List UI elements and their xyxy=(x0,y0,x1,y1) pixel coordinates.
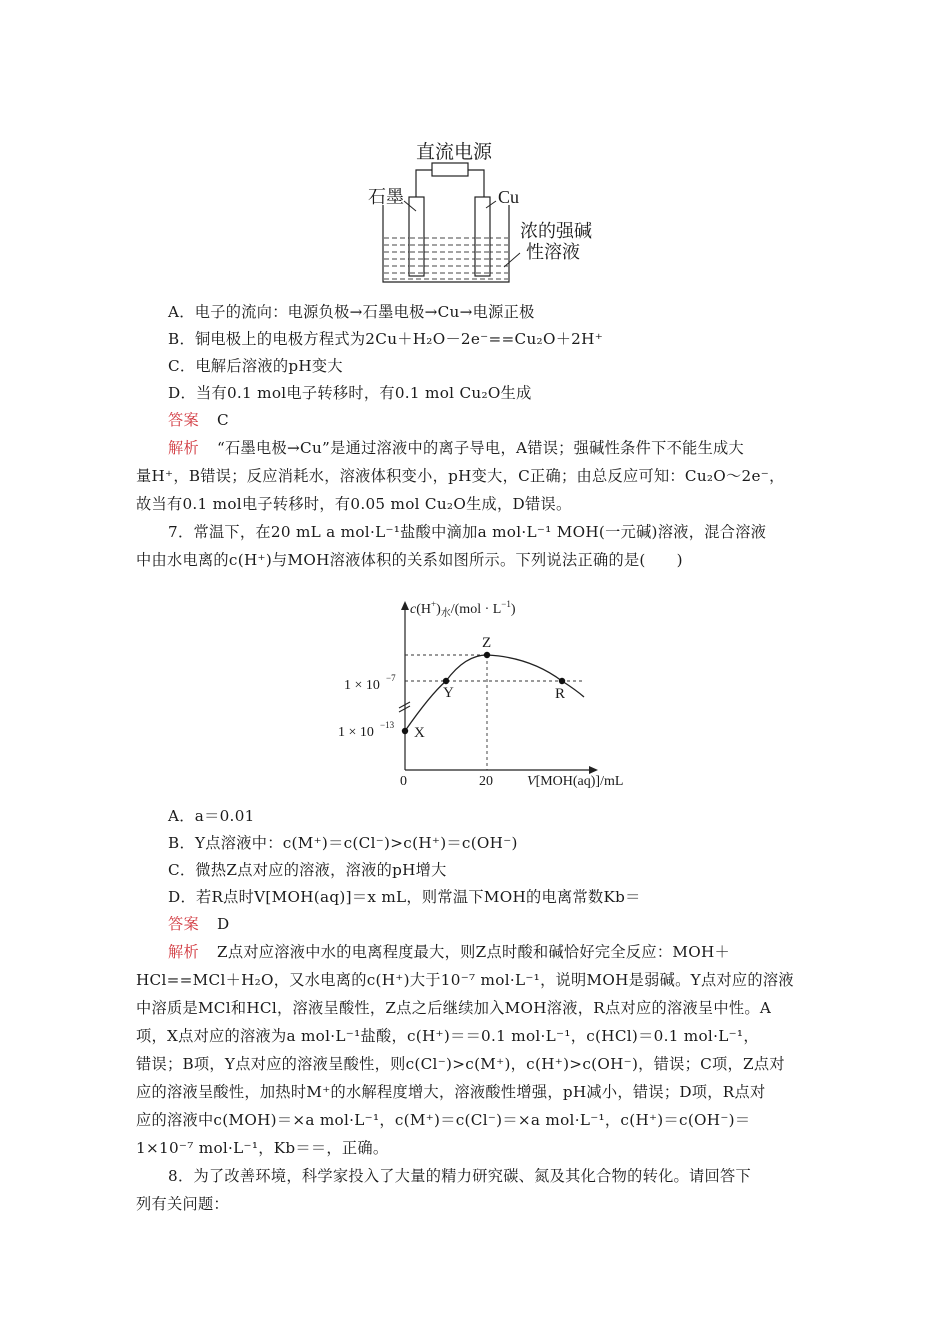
q7-answer xyxy=(168,914,848,934)
power-source-label: 直流电源 xyxy=(416,142,493,163)
svg-text:c(H+)水/(mol · L−1): $c(H^+)_水/(mol \cdot L^{-1})$ xyxy=(410,599,516,619)
point-x xyxy=(402,728,408,734)
point-z xyxy=(484,652,490,658)
answer-value: C xyxy=(216,411,229,429)
q6-analysis-line-1 xyxy=(168,438,848,458)
point-r xyxy=(559,678,565,684)
q8-stem-line-2: 列有关问题： xyxy=(136,1195,229,1213)
svg-text:X: X xyxy=(414,725,425,741)
q7-stem-line-1: 7．常温下，在20 mL a mol·L⁻¹盐酸中滴加a mol·L⁻¹ MOH(一元碱)溶液，混合溶液 xyxy=(168,523,767,541)
q6-option-b: B．铜电极上的电极方程式为2Cu＋H₂O－2e⁻==Cu₂O＋2H⁺ xyxy=(168,330,604,348)
analysis-text: Z点对应溶液中水的电离程度最大，则Z点时酸和碱恰好完全反应：MOH＋ xyxy=(216,943,730,961)
analysis-label: 解析 xyxy=(168,943,199,961)
answer-value: D xyxy=(216,915,230,933)
q7-analysis-line-2: HCl==MCl＋H₂O，又水电离的c(H⁺)大于10⁻⁷ mol·L⁻¹，说明MOH是弱碱。Y点对应的溶液 xyxy=(136,971,794,989)
q7-analysis-line-3: 中溶质是MCl和HCl，溶液呈酸性，Z点之后继续加入MOH溶液，R点对应的溶液呈中性。A xyxy=(136,999,772,1017)
q7-option-a: A．a＝0.01 xyxy=(168,807,255,825)
q7-stem-line-2: 中由水电离的c(H⁺)与MOH溶液体积的关系如图所示。下列说法正确的是( ) xyxy=(136,551,683,569)
point-y xyxy=(443,678,449,684)
copper-electrode-label: Cu xyxy=(498,187,520,207)
q7-analysis-line-5: 错误；B项，Y点对应的溶液呈酸性，则c(Cl⁻)>c(M⁺)，c(H⁺)>c(OH⁻)，错误；C项，Z点对 xyxy=(136,1055,785,1073)
graphite-electrode-label: 石墨 xyxy=(368,187,404,207)
svg-text:1 × 10: 1 × 10 xyxy=(344,678,380,693)
titration-chart xyxy=(330,585,660,800)
svg-text:Z: Z xyxy=(482,635,492,651)
q6-option-a: A．电子的流向：电源负极→石墨电极→Cu→电源正极 xyxy=(168,303,535,321)
svg-text:20: 20 xyxy=(479,774,493,789)
svg-text:R: R xyxy=(555,686,566,702)
q7-option-d: D．若R点时V[MOH(aq)]＝x mL，则常温下MOH的电离常数Kb＝ xyxy=(168,888,641,906)
q6-answer xyxy=(168,410,848,430)
q7-option-b: B．Y点溶液中：c(M⁺)＝c(Cl⁻)>c(H⁺)＝c(OH⁻) xyxy=(168,834,518,852)
q7-analysis-line-4: 项，X点对应的溶液为a mol·L⁻¹盐酸，c(H⁺)＝＝0.1 mol·L⁻¹，c(HCl)＝0.1 mol·L⁻¹， xyxy=(136,1027,759,1045)
answer-label: 答案 xyxy=(168,915,199,933)
answer-label: 答案 xyxy=(168,411,199,429)
q7-option-c: C．微热Z点对应的溶液，溶液的pH增大 xyxy=(168,861,447,879)
svg-text:V[MOH(aq)]/mL: V[MOH(aq)]/mL xyxy=(527,774,624,789)
analysis-label: 解析 xyxy=(168,439,199,457)
q7-analysis-line-7: 应的溶液中c(MOH)＝×a mol·L⁻¹，c(M⁺)＝c(Cl⁻)＝×a mol·L⁻¹，c(H⁺)＝c(OH⁻)＝ xyxy=(136,1111,751,1129)
svg-text:−13: −13 xyxy=(380,720,395,730)
q6-option-d: D．当有0.1 mol电子转移时，有0.1 mol Cu₂O生成 xyxy=(168,384,532,402)
svg-text:1 × 10: 1 × 10 xyxy=(338,725,374,740)
solution-label-1: 浓的强碱 xyxy=(520,221,592,241)
svg-text:Y: Y xyxy=(443,685,454,701)
q7-analysis-line-6: 应的溶液呈酸性，加热时M⁺的水解程度增大，溶液酸性增强，pH减小，错误；D项，R点对 xyxy=(136,1083,766,1101)
svg-text:−7: −7 xyxy=(386,673,396,683)
q6-option-c: C．电解后溶液的pH变大 xyxy=(168,357,343,375)
q7-analysis-line-8: 1×10⁻⁷ mol·L⁻¹，Kb＝＝，正确。 xyxy=(136,1139,389,1157)
q8-stem-line-1: 8．为了改善环境，科学家投入了大量的精力研究碳、氮及其化合物的转化。请回答下 xyxy=(168,1167,751,1185)
electrolysis-diagram xyxy=(360,125,630,295)
q7-analysis-line-1 xyxy=(168,942,848,962)
svg-text:0: 0 xyxy=(400,774,407,789)
analysis-text: “石墨电极→Cu”是通过溶液中的离子导电，A错误；强碱性条件下不能生成大 xyxy=(216,439,745,457)
q6-analysis-line-2: 量H⁺，B错误；反应消耗水，溶液体积变小，pH变大，C正确；由总反应可知：Cu₂O～2e⁻， xyxy=(136,467,785,485)
solution-label-2: 性溶液 xyxy=(526,242,580,262)
q6-analysis-line-3: 故当有0.1 mol电子转移时，有0.05 mol Cu₂O生成，D错误。 xyxy=(136,495,572,513)
